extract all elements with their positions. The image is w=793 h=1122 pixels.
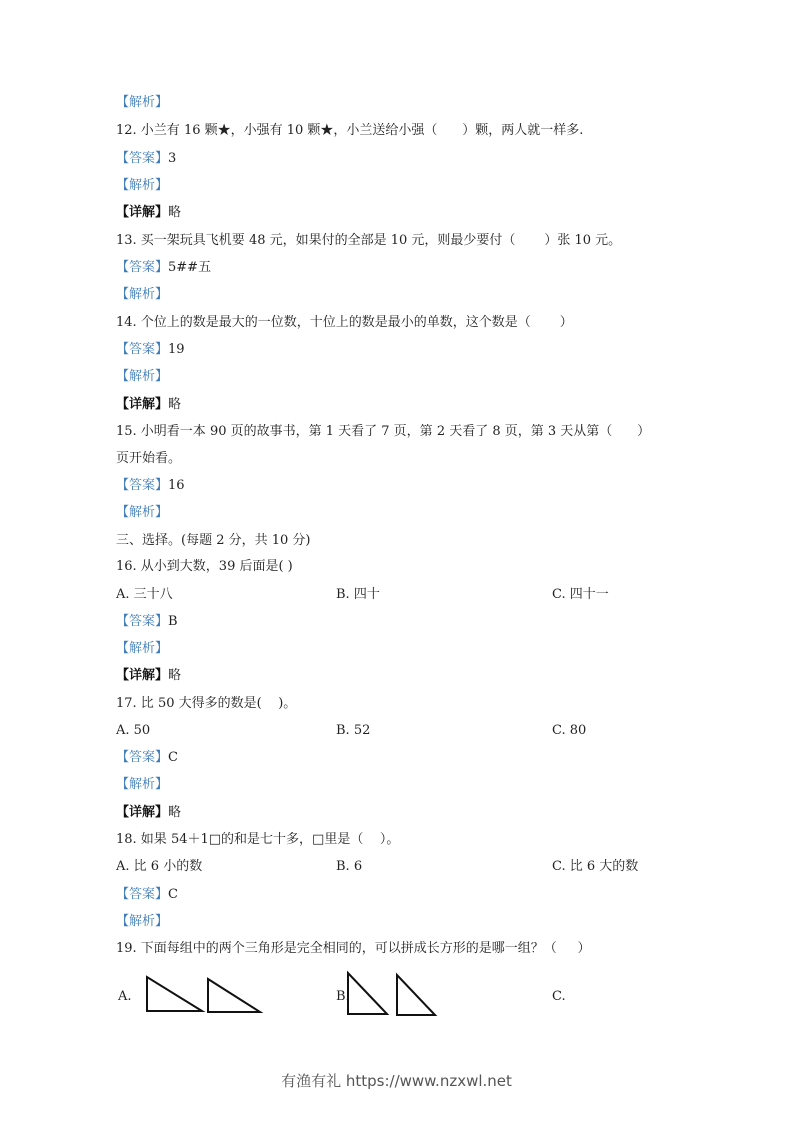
question-content: 17. 比 50 大得多的数是( )。 [116,696,297,711]
question-content: 15. 小明看一本 90 页的故事书，第 1 天看了 7 页，第 2 天看了 8 页，第 3 天从第（ ） [116,424,651,439]
answer-label: 【答案】 [116,151,169,166]
question-content: 三、选择。(每题 2 分，共 10 分) [116,533,311,548]
detail-label: 【详解】 [116,668,169,683]
q19-option-a: A. [118,989,132,1004]
answer-label: 【答案】 [116,478,169,493]
q19-option-b: B. [336,989,350,1004]
triangle-a2 [208,979,260,1012]
analysis-label: 【解析】 [116,777,169,792]
question-content: 16. 从小到大数，39 后面是( ) [116,559,293,574]
answer-value: 19 [168,342,185,357]
answer-label: 【答案】 [116,750,169,765]
triangle-a1 [147,977,202,1011]
choice-option: B. 52 [336,723,371,738]
answer-value: B [168,614,178,629]
footer-watermark: 有渔有礼 https://www.nzxwl.net [281,1072,512,1090]
detail-value: 略 [168,397,182,412]
choice-option: C. 80 [552,723,587,738]
answer-value: 16 [168,478,185,493]
question-content: 13. 买一架玩具飞机要 48 元，如果付的全部是 10 元，则最少要付（ ）张 10 元。 [116,233,622,248]
question-content: 12. 小兰有 16 颗★，小强有 10 颗★，小兰送给小强（ ）颗，两人就一样多. [116,123,584,138]
detail-label: 【详解】 [116,397,169,412]
choice-option: C. 比 6 大的数 [552,859,639,874]
analysis-label: 【解析】 [116,914,169,929]
answer-value: 3 [168,151,177,166]
question-content: 18. 如果 54＋1□的和是七十多，□里是（ ）。 [116,832,400,847]
choice-option: B. 6 [336,859,363,874]
detail-label: 【详解】 [116,805,169,820]
answer-label: 【答案】 [116,887,169,902]
question-content: 19. 下面每组中的两个三角形是完全相同的，可以拼成长方形的是哪一组？（ ） [116,941,591,956]
answer-value: C [168,887,178,902]
analysis-label: 【解析】 [116,369,169,384]
question-content: 14. 个位上的数是最大的一位数，十位上的数是最小的单数，这个数是（ ） [116,315,573,330]
answer-value: C [168,750,178,765]
choice-option: B. 四十 [336,587,380,602]
analysis-label: 【解析】 [116,178,169,193]
question-content: 页开始看。 [116,451,182,466]
detail-value: 略 [168,668,182,683]
analysis-label: 【解析】 [116,287,169,302]
choice-option: A. 比 6 小的数 [116,859,203,874]
choice-option: A. 50 [116,723,151,738]
analysis-label: 【解析】 [116,641,169,656]
answer-label: 【答案】 [116,614,169,629]
detail-value: 略 [168,805,182,820]
choice-option: A. 三十八 [116,587,173,602]
answer-value: 5##五 [168,260,212,275]
triangle-b2 [397,975,435,1015]
answer-label: 【答案】 [116,260,169,275]
detail-label: 【详解】 [116,205,169,220]
detail-value: 略 [168,205,182,220]
analysis-label: 【解析】 [116,505,169,520]
triangle-b1 [348,973,387,1014]
q19-option-c: C. [552,989,566,1004]
choice-option: C. 四十一 [552,587,609,602]
analysis-label: 【解析】 [116,95,169,110]
answer-label: 【答案】 [116,342,169,357]
